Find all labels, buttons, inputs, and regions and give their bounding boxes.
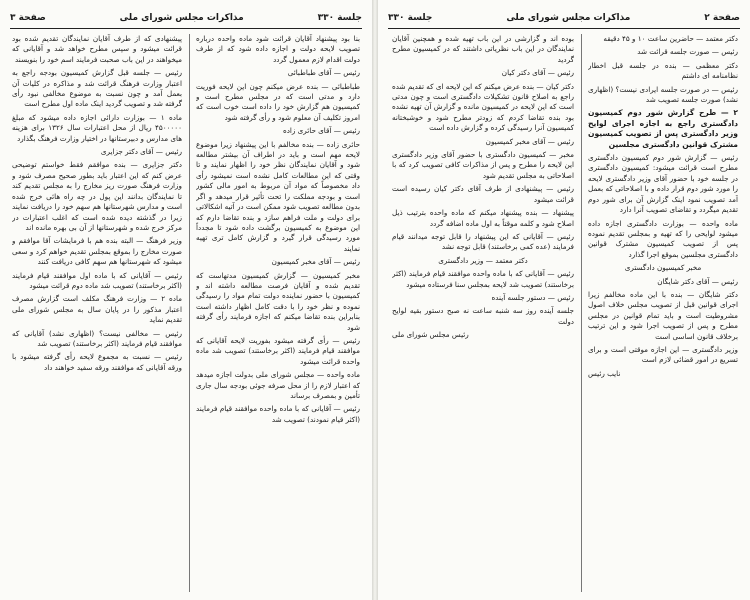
paragraph: پیشنهادی که از طرف آقایان نمایندگان تقدیم شده بود قرائت میشود و سپس مطرح خواهد شد و آقایانی که میخواهند در این باب صحبت فرمایند اسم خود را بنویسند bbox=[12, 34, 182, 64]
right-column-divider bbox=[581, 34, 582, 592]
left-page-number: صفحة ٣ bbox=[10, 13, 46, 23]
paragraph: رئیس — مخالفی نیست؟ (اظهاری نشد) آقایانی که موافقند قیام فرمایند (اکثر برخاستند) تصویب شد bbox=[12, 328, 182, 348]
left-header-rule bbox=[10, 28, 362, 29]
paragraph: دکتر جزایری — بنده موافقم فقط خواستم توضیحی عرض کنم که این اعتبار باید بطور صحیح مصرف شود و وزارت فرهنگ صورت ریز مخارج را به مجلس تقدیم کند تا نمایندگان بدانند این پول در چه راه هائی خرج شده است و مدارس شهرستانها هم سهم خود را دریافت نمایند زیرا در گذشته دیده شده است که اغلب اعتبارات در مرکز خرج شده و شهرستانها از آن بی بهره مانده اند bbox=[12, 160, 182, 232]
left-column-divider bbox=[189, 34, 190, 592]
right-column-left bbox=[392, 34, 574, 592]
paragraph: رئیس — آقایانی که با ماده واحده موافقند قیام فرمایند (اکثر برخاستند) تصویب شد لایحه بمجلس سنا فرستاده میشود bbox=[392, 269, 574, 289]
right-page-header bbox=[388, 10, 740, 26]
paragraph: رئیس — در صورت جلسه ایرادی نیست؟ (اظهاری نشد) صورت جلسه تصویب شد bbox=[588, 84, 738, 105]
paragraph: وزیر دادگستری — این اجازه موقتی است و برای تسریع در امور قضائی لازم است bbox=[588, 344, 738, 365]
paragraph: ماده ۲ — وزارت فرهنگ مکلف است گزارش مصرف اعتبار مذکور را در پایان سال به مجلس شوراى ملى تقدیم نماید bbox=[12, 294, 182, 325]
left-page-header bbox=[10, 10, 362, 26]
right-page-number: صفحة ٢ bbox=[704, 13, 740, 23]
left-running-title: مذاكرات مجلس شوراى ملى bbox=[119, 13, 244, 23]
paragraph: رئیس — آقای دکتر جزایری bbox=[100, 147, 182, 157]
paragraph: دکتر کیان — بنده عرض میکنم که این لایحه ای که تقدیم شده راجع به اصلاح قانون تشکیلات دادگستری است و چون مدتی است که این لایحه در کمیسیون مانده و گزارش آن تهیه نشده بود بنده تقاضا کردم که زودتر مطرح شود و خوشبختانه کمیسیون آنرا رسیدگی کرده و گزارش داده است bbox=[392, 81, 574, 133]
right-column-right bbox=[588, 34, 738, 592]
paragraph: رئیس — آقایانی که با ماده اول موافقند قیام فرمایند (اکثر برخاستند) تصویب شد ماده دوم قرائت میشود bbox=[12, 270, 182, 290]
paragraph: رئیس — آقای مخبر کمیسیون bbox=[485, 136, 574, 146]
paragraph: رئیس — صورت جلسه قرائت شد bbox=[637, 47, 738, 57]
paragraph: طباطبائی — بنده عرض میکنم چون این لایحه فوریت دارد و مدتی است که در مجلس مطرح است و کمیسیون هم گزارش خود را داده است خوب است که امروز تکلیف آن معلوم شود و رأی گرفته شود bbox=[196, 81, 360, 122]
paragraph: رئیس — آقایانی که با ماده واحده موافقند قیام فرمایند (اکثر قیام نمودند) تصویب شد bbox=[196, 404, 360, 424]
paragraph: رئیس — دستور جلسه آینده bbox=[491, 292, 574, 302]
paragraph: ماده واحده — بوزارت دادگستری اجازه داده میشود لوایحی را که تهیه و بمجلس تقدیم نموده پس از تصویب کمیسیون مشترک قوانین دادگستری مجلسین بموقع اجرا گذارد bbox=[588, 218, 738, 259]
paragraph: رئیس — آقای مخبر کمیسیون bbox=[271, 257, 360, 267]
left-page bbox=[0, 0, 372, 600]
paragraph: رئیس — آقای طباطبائی bbox=[287, 68, 360, 78]
paragraph: رئیس — آقایانی که این پیشنهاد را قابل توجه میدانند قیام فرمایند (عده کمی برخاستند) قابل توجه نشد bbox=[392, 231, 574, 252]
paragraph: دکتر شایگان — بنده با این ماده مخالفم زیرا اجرای قوانین قبل از تصویب مجلس خلاف اصول مشروطیت است و باید تمام قوانین در مجلس مطرح و پس از تصویب اجرا شود و این ترتیب برخلاف قانون اساسی است bbox=[588, 289, 738, 341]
paragraph: بوده اند و گزارشی در این باب تهیه شده و همچنین آقایان نمایندگان در این باب نظریاتی داشتند که در کمیسیون مطرح گردید bbox=[392, 34, 574, 64]
paragraph: ماده واحده — مجلس شوراى ملى بدولت اجازه میدهد که اعتبار لازم را از محل صرفه جوئی بودجه سال جاری تأمین و بمصرف برساند bbox=[196, 370, 360, 400]
right-running-title: مذاكرات مجلس شوراى ملى bbox=[506, 13, 631, 23]
paragraph: مخبر کمیسیون — گزارش کمیسیون مدتهاست که تقدیم شده و آقایان فرصت مطالعه داشته اند و کمیسیون با حضور نماینده دولت تمام مواد را رسیدگی نموده و نظر خود را با دقت کامل اظهار داشته است بنابراین بنده تقاضا میکنم که اجازه فرمایند رأی گرفته شود bbox=[196, 270, 360, 332]
paragraph: مخبر — کمیسیون دادگستری با حضور آقای وزیر دادگستری این لایحه را مطرح و پس از مذاکرات کافی تصویب کرد که با اصلاحاتی به مجلس تقدیم شود bbox=[392, 150, 574, 180]
left-column-left bbox=[12, 34, 182, 592]
paragraph: دکتر معتمد — وزیر دادگستری bbox=[438, 255, 528, 265]
right-header-rule bbox=[388, 28, 740, 29]
signature-line: نایب رئیس bbox=[588, 368, 621, 378]
paragraph: ماده ۱ — بوزارت دارائی اجازه داده میشود که مبلغ ۴۵۰۰۰۰۰ ریال از محل اعتبارات سال ۱۳۲۶ برای هزینه های مدارس و دبیرستانها در اختیار وزارت فرهنگ بگذارد bbox=[12, 112, 182, 143]
paragraph: پیشنهاد — بنده پیشنهاد میکنم که ماده واحده بترتیب ذیل اصلاح شود و کلمه موقتاً به اول ماده اضافه گردد bbox=[392, 208, 574, 228]
right-page bbox=[378, 0, 750, 600]
signature-line: رئیس مجلس شوراى ملى bbox=[392, 330, 469, 340]
paragraph: رئیس — جلسه قبل گزارش کمیسیون بودجه راجع به اعتبار وزارت فرهنگ قرائت شد و مذاکره در کلیات آن بعمل آمد و چون نسبت به موضوع مخالفی نبود رأی گرفته شد و تصویب گردید اینک ماده اول مطرح است bbox=[12, 68, 182, 109]
section-heading: ۲ — طرح گزارش شور دوم کمیسیون دادگستری راجع به اجازه اجرای لوایح وزیر دادگستری پس از تصویب کمیسیون مشترک قوانین دادگستری مجلسین bbox=[588, 108, 738, 149]
paragraph: رئیس — نسبت به مجموع لایحه رأی گرفته میشود با ورقه آقایانی که موافقند ورقه سفید خواهند داد bbox=[12, 352, 182, 372]
paragraph: رئیس — آقای دکتر شایگان bbox=[657, 276, 738, 286]
left-session-number: جلسة ٣٣٠ bbox=[317, 13, 362, 23]
paragraph: رئیس — آقای دکتر کیان bbox=[501, 68, 574, 78]
paragraph: وزیر فرهنگ — البته بنده هم با فرمایشات آقا موافقم و صورت مخارج را بموقع بمجلس تقدیم خواهم کرد و سعی میشود که شهرستانها هم سهم کافی دریافت کنند bbox=[12, 236, 182, 267]
paragraph: جلسه آینده روز سه شنبه ساعت نه صبح دستور بقیه لوایح دولت bbox=[392, 306, 574, 326]
paragraph: بنا بود پیشنهاد آقایان قرائت شود ماده واحده درباره تصویب لایحه دولت و اجازه داده شود که از طرف دولت اقدام لازم معمول گردد bbox=[196, 34, 360, 64]
paragraph: حائری زاده — بنده مخالفم با این پیشنهاد زیرا موضوع لایحه مهم است و باید در اطراف آن بیشتر مطالعه شود و آقایان نمایندگان نظر خود را اظهار نمایند و تا وقتی که این مطالعات کامل نشده است نمیشود رأی داد مخصوصاً که مواد آن مربوط به امور مالی کشور است و بودجه مملکت را تحت تأثیر قرار میدهد و اگر بدون مطالعه تصویب شود ممکن است در آتیه اشکالاتی برای دولت و ملت فراهم سازد و بنده تقاضا دارم که این موضوع به کمیسیون برگشت داده شود تا مجدداً مورد رسیدگی قرار گیرد و گزارش کامل تری تهیه نمایند bbox=[196, 139, 360, 253]
paragraph: مخبر کمیسیون دادگستری bbox=[624, 263, 702, 273]
paragraph: دکتر معظمی — بنده در جلسه قبل اخطار نظامنامه ای داشتم bbox=[588, 60, 738, 81]
paragraph: رئیس — پیشنهادی از طرف آقای دکتر کیان رسیده است قرائت میشود bbox=[392, 184, 574, 204]
paragraph: رئیس — رأی گرفته میشود بفوریت لایحه آقایانی که موافقند قیام فرمایند (اکثر برخاستند) تصویب شد ماده واحده قرائت میشود bbox=[196, 335, 360, 366]
right-session-number: جلسة ٣٣٠ bbox=[388, 13, 433, 23]
left-column-right bbox=[196, 34, 360, 592]
paragraph: رئیس — گزارش شور دوم کمیسیون دادگستری مطرح است قرائت میشود: کمیسیون دادگستری در جلسه خود با حضور آقای وزیر دادگستری لایحه را مورد شور دوم قرار داده و با اصلاحاتی که بعمل آمد تصویب نمود اینک گزارش آن برای شور دوم تقدیم میگردد و تقاضای تصویب آنرا دارد bbox=[588, 153, 738, 215]
paragraph: رئیس — آقای حائری زاده bbox=[282, 126, 360, 136]
paragraph: دکتر معتمد — حاضرین ساعت ۱۰ و ۴۵ دقیقه bbox=[603, 34, 738, 43]
